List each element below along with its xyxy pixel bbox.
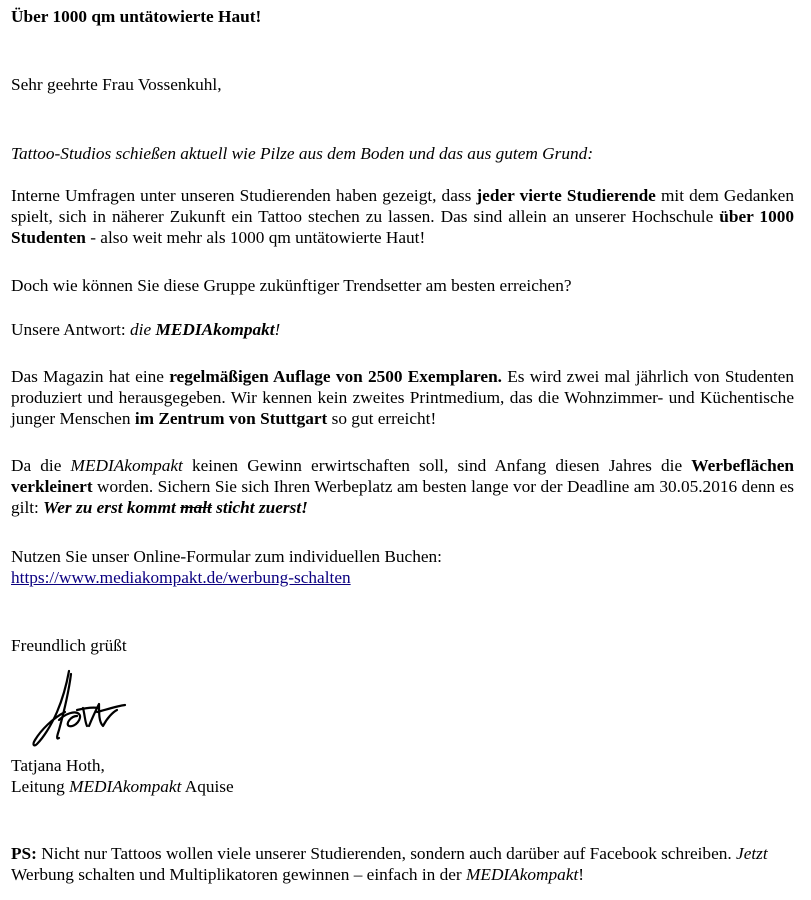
signer-role-suffix: Aquise: [181, 777, 234, 796]
heading-text: Über 1000 qm untätowierte Haut!: [11, 7, 262, 26]
survey-highlight-share: jeder vierte Studierende: [476, 186, 656, 205]
signer-role-prefix: Leitung: [11, 777, 70, 796]
paragraph-survey: [11, 185, 794, 248]
deadline-brand: MEDIAkompakt: [70, 456, 183, 475]
handwritten-signature: [13, 668, 128, 748]
salutation: Sehr geehrte Frau Vossenkuhl,: [11, 75, 222, 94]
signer-block: [11, 755, 794, 797]
ps-emphasis: Jetzt: [736, 844, 768, 863]
ps-brand: MEDIAkompakt: [466, 865, 579, 884]
question-line: Doch wie können Sie diese Gruppe zukünftiger Trendsetter am besten erreichen?: [11, 276, 572, 295]
letter-heading: [11, 6, 794, 27]
ps-text-e: !: [578, 865, 585, 884]
magazine-text-c: Es wird zwei mal jährlich von Studenten produziert und herausgegeben. Wir kennen kein zweites Printmedium, das die Wohnzimmer- und Küchentische junger Menschen: [11, 367, 794, 428]
answer-brand: [155, 320, 274, 339]
signer-role-brand: MEDIAkompakt: [69, 777, 182, 796]
slogan-struck-word: malt: [180, 498, 212, 517]
answer-line: [11, 319, 794, 340]
paragraph-magazine: [11, 366, 794, 429]
deadline-text-e: worden. Sichern Sie sich Ihren Werbeplatz am besten lange vor der Deadline am 30.05.2016 denn es gilt:: [11, 477, 794, 517]
magazine-text-a: Das Magazin hat eine: [11, 367, 170, 386]
magazine-text-e: so gut erreicht!: [327, 409, 437, 428]
answer-brand-name: MEDIAkompakt: [155, 320, 275, 339]
intro-line: [11, 143, 794, 164]
ps-label: PS:: [11, 844, 37, 863]
magazine-highlight-location: im Zentrum von Stuttgart: [134, 409, 328, 428]
call-to-action: [11, 546, 794, 588]
slogan-part-2: sticht zuerst!: [211, 498, 308, 517]
booking-form-link[interactable]: https://www.mediakompakt.de/werbung-schalten: [11, 568, 351, 587]
magazine-highlight-circulation: regelmäßigen Auflage von 2500 Exemplaren.: [169, 367, 502, 386]
deadline-text-a: Da die: [11, 456, 71, 475]
answer-text-a: Unsere Antwort:: [11, 320, 131, 339]
ps-text-c: Werbung schalten und Multiplikatoren gewinnen – einfach in der: [11, 865, 466, 884]
deadline-text-c: keinen Gewinn erwirtschaften soll, sind Anfang diesen Jahres die: [182, 456, 692, 475]
intro-text: Tattoo-Studios schießen aktuell wie Pilze aus dem Boden und das aus gutem Grund:: [11, 144, 594, 163]
answer-text-b: die: [130, 320, 156, 339]
deadline-highlight-space: Werbeflächen verkleinert: [11, 456, 794, 496]
survey-text-a: Interne Umfragen unter unseren Studierenden haben gezeigt, dass: [11, 186, 477, 205]
paragraph-deadline: [11, 455, 794, 518]
survey-text-c: mit dem Gedanken spielt, sich in näherer Zukunft ein Tattoo stechen zu lassen. Das sind allein an unserer Hochschule: [11, 186, 794, 226]
answer-text-d: !: [274, 320, 281, 339]
slogan-part-1: Wer zu erst kommt: [43, 498, 181, 517]
closing: Freundlich grüßt: [11, 636, 127, 655]
signer-name: Tatjana Hoth,: [11, 756, 105, 775]
postscript: [11, 843, 794, 885]
ps-text-a: Nicht nur Tattoos wollen viele unserer Studierenden, sondern auch darüber auf Facebook schreiben.: [36, 844, 737, 863]
cta-text: Nutzen Sie unser Online-Formular zum individuellen Buchen:: [11, 547, 442, 566]
survey-highlight-count: über 1000 Studenten: [11, 207, 794, 247]
survey-text-e: - also weit mehr als 1000 qm untätowierte Haut!: [85, 228, 426, 247]
